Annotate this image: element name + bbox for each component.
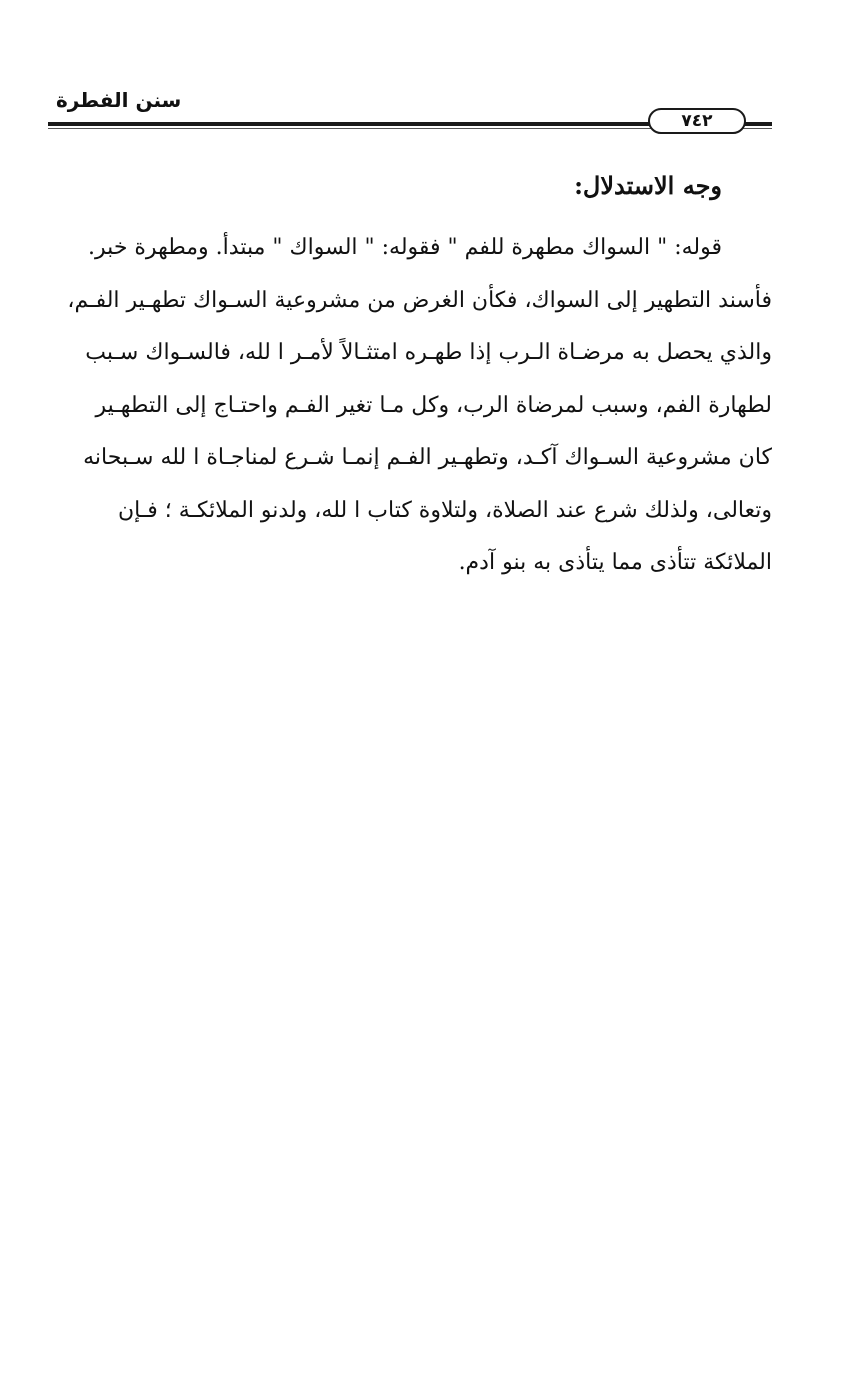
body-line-7: الملائكة تتأذى مما يتأذى به بنو آدم. [458, 550, 772, 575]
body-line-6: وتعالى، ولذلك شرع عند الصلاة، ولتلاوة كتاب ا لله، ولدنو الملائكـة ؛ فـإن [117, 497, 772, 523]
page-number: ٧٤٢ [648, 108, 746, 134]
body-line-1: قوله: " السواك مطهرة للفم " فقوله: " السواك " مبتدأ. ومطهرة خبر. [88, 235, 722, 260]
body-line-4: لطهارة الفم، وسبب لمرضاة الرب، وكل مـا تغير الفـم واحتـاج إلى التطهـير [95, 392, 772, 418]
page-header [48, 78, 772, 140]
page-content [48, 160, 772, 590]
body-line-3: والذي يحصل به مرضـاة الـرب إذا طهـره امتثـالاً لأمـر ا لله، فالسـواك سـبب [85, 340, 772, 365]
running-title: سنن الفطرة [56, 88, 182, 112]
section-heading: وجه الاستدلال: [574, 171, 722, 200]
body-line-2: فأسند التطهير إلى السواك، فكأن الغرض من مشروعية السـواك تطهـير الفـم، [67, 287, 772, 313]
body-line-5: كان مشروعية السـواك آكـد، وتطهـير الفـم إنمـا شـرع لمناجـاة ا لله سـبحانه [83, 445, 772, 470]
